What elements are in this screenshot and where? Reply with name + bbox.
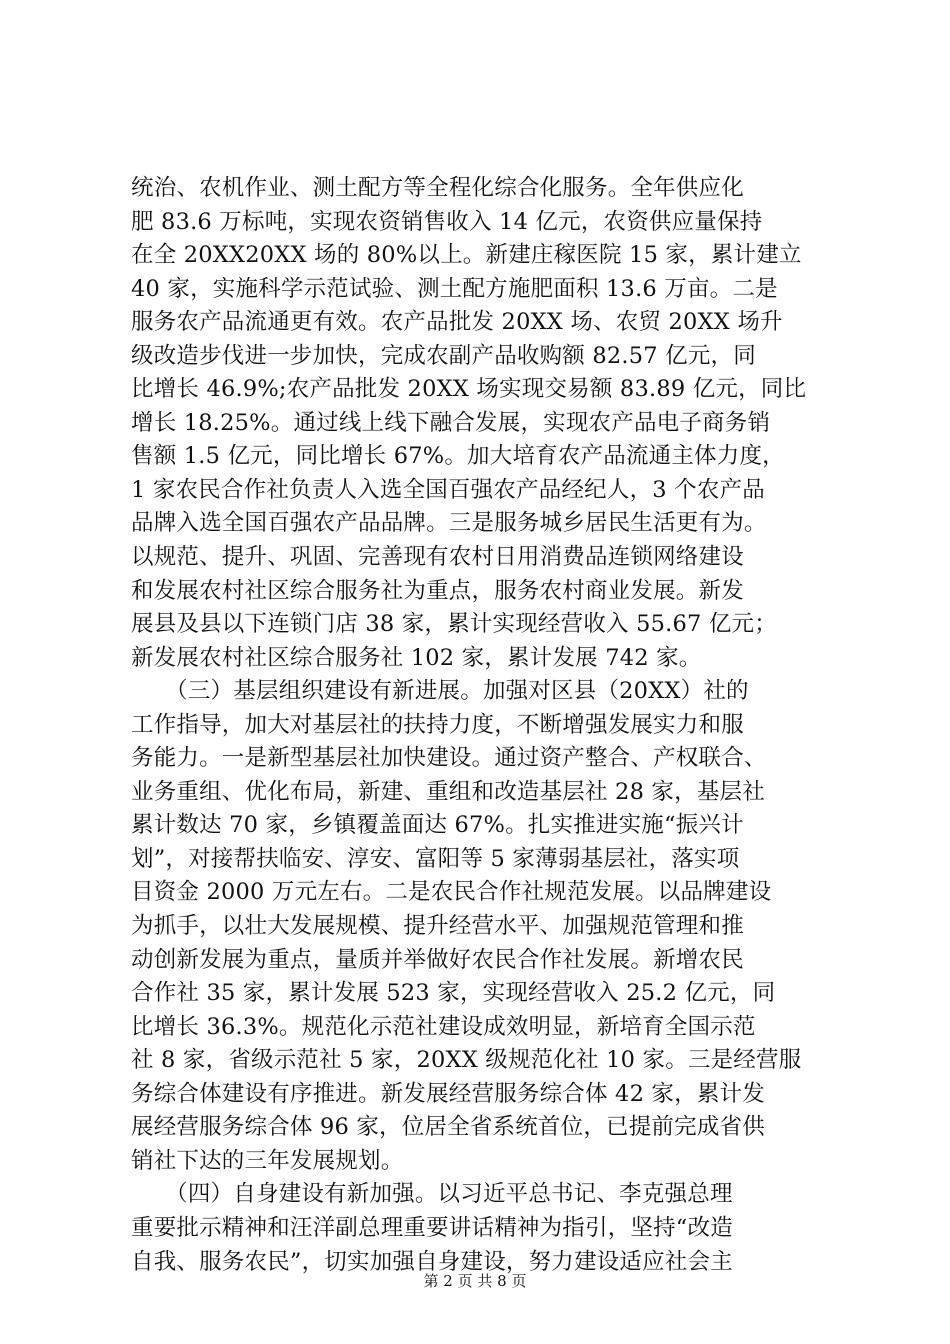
text-line: 40 家，实施科学示范试验、测土配方施肥面积 13.6 万亩。二是: [131, 275, 778, 302]
text-line: 累计数达 70 家，乡镇覆盖面达 67%。扎实推进实施“振兴计: [131, 812, 744, 839]
text-line: 肥 83.6 万标吨，实现农资销售收入 14 亿元，农资供应量保持: [131, 208, 763, 235]
text-line: 重要批示精神和汪洋副总理重要讲话精神为指引，坚持“改造: [131, 1214, 733, 1241]
page-footer: 第 2 页 共 8 页: [423, 1272, 527, 1290]
text-line: 和发展农村社区综合服务社为重点，服务农村商业发展。新发: [131, 577, 744, 604]
text-line: （四）自身建设有新加强。以习近平总书记、李克强总理: [131, 1181, 733, 1208]
text-line: 工作指导，加大对基层社的扶持力度，不断增强发展实力和服: [131, 711, 744, 738]
text-line: 新发展农村社区综合服务社 102 家，累计发展 742 家。: [131, 644, 702, 671]
text-line: 比增长 36.3%。规范化示范社建设成效明显，新培育全国示范: [131, 1013, 756, 1040]
text-line: 合作社 35 家，累计发展 523 家，实现经营收入 25.2 亿元，同: [131, 980, 776, 1007]
text-line: 销社下达的三年发展规划。: [131, 1147, 404, 1174]
text-line: 务能力。一是新型基层社加快建设。通过资产整合、产权联合、: [131, 745, 767, 772]
text-line: 展县及县以下连锁门店 38 家，累计实现经营收入 55.67 亿元；: [131, 611, 777, 638]
body-text: [131, 172, 831, 1279]
text-line: （三）基层组织建设有新进展。加强对区县（20XX）社的: [131, 678, 749, 705]
text-line: 自我、服务农民”，切实加强自身建设，努力建设适应社会主: [131, 1248, 733, 1275]
text-line: 务综合体建设有序推进。新发展经营服务综合体 42 家，累计发: [131, 1080, 765, 1107]
text-line: 业务重组、优化布局，新建、重组和改造基层社 28 家，基层社: [131, 778, 765, 805]
text-line: 统治、农机作业、测土配方等全程化综合化服务。全年供应化: [131, 175, 744, 201]
text-line: 展经营服务综合体 96 家，位居全省系统首位，已提前完成省供: [131, 1114, 765, 1141]
text-line: 在全 20XX20XX 场的 80%以上。新建庄稼医院 15 家，累计建立: [131, 242, 802, 269]
text-line: 社 8 家，省级示范社 5 家，20XX 级规范化社 10 家。三是经营服: [131, 1047, 802, 1074]
text-line: 比增长 46.9%;农产品批发 20XX 场实现交易额 83.89 亿元，同比: [131, 376, 807, 403]
text-line: 服务农产品流通更有效。农产品批发 20XX 场、农贸 20XX 场升: [131, 309, 783, 336]
text-line: 以规范、提升、巩固、完善现有农村日用消费品连锁网络建设: [131, 544, 744, 571]
text-line: 售额 1.5 亿元，同比增长 67%。加大培育农产品流通主体力度，: [131, 443, 785, 470]
text-line: 为抓手，以壮大发展规模、提升经营水平、加强规范管理和推: [131, 913, 744, 940]
text-line: 1 家农民合作社负责人入选全国百强农产品经纪人，3 个农产品: [131, 476, 765, 503]
text-line: 目资金 2000 万元左右。二是农民合作社规范发展。以品牌建设: [131, 879, 772, 906]
text-line: 增长 18.25%。通过线上线下融合发展，实现农产品电子商务销: [131, 409, 771, 436]
text-line: 品牌入选全国百强农产品品牌。三是服务城乡居民生活更有为。: [131, 510, 767, 537]
text-line: 划”，对接帮扶临安、淳安、富阳等 5 家薄弱基层社，落实项: [131, 845, 740, 872]
text-line: 动创新发展为重点，量质并举做好农民合作社发展。新增农民: [131, 946, 744, 973]
text-line: 级改造步伐进一步加快，完成农副产品收购额 82.57 亿元，同: [131, 342, 756, 369]
